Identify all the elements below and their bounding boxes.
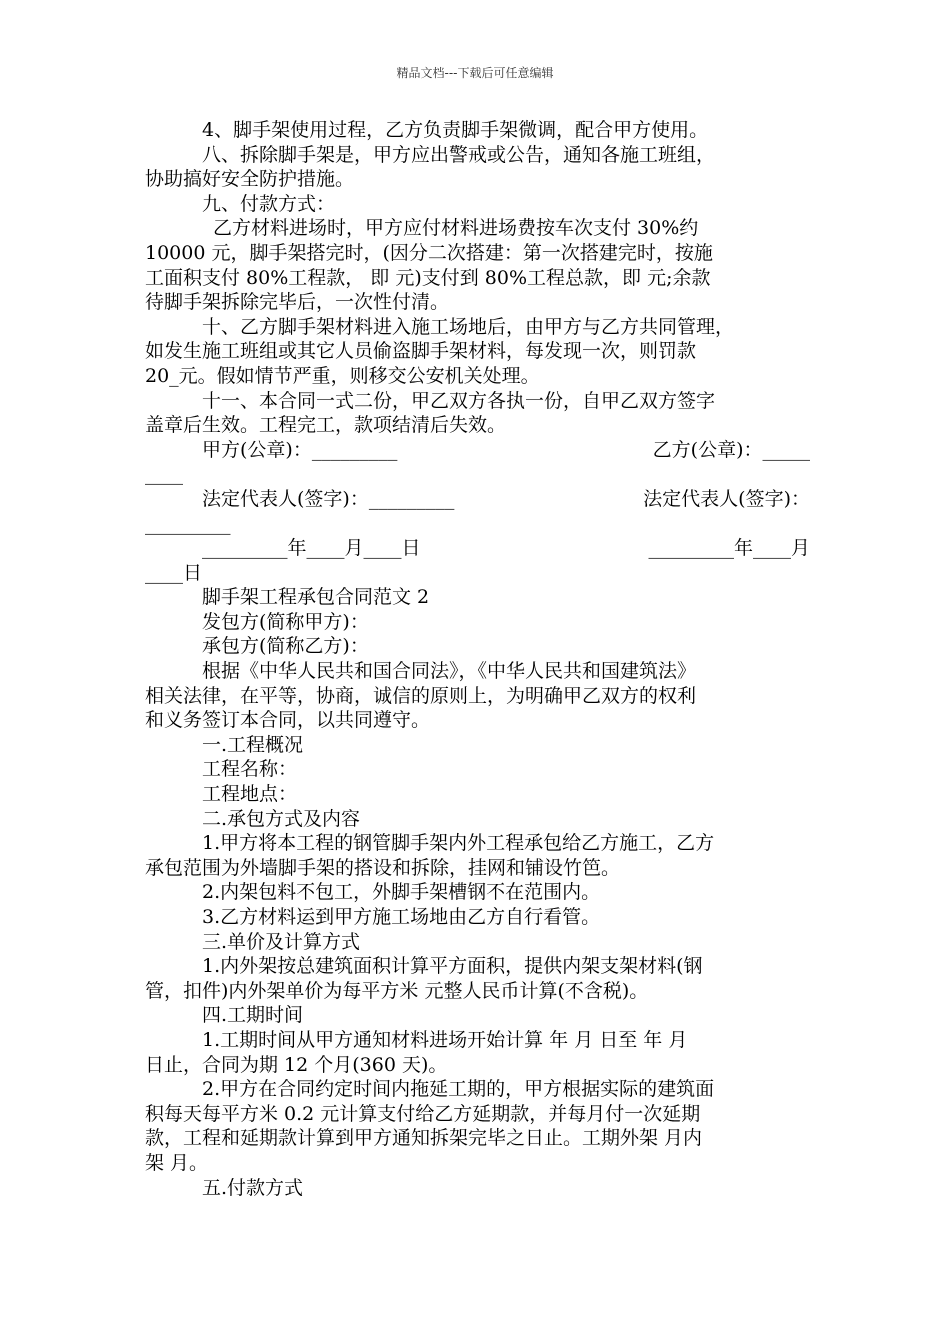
text-line: 承包方(简称乙方)：: [202, 635, 369, 658]
text-line: 脚手架工程承包合同范文 2: [202, 586, 430, 609]
text-line: ____日: [145, 561, 203, 584]
text-line: 2.内架包料不包工，外脚手架槽钢不在范围内。: [202, 881, 601, 904]
text-line: 十、乙方脚手架材料进入施工场地后，由甲方与乙方共同管理，: [202, 315, 735, 338]
text-line: 八、拆除脚手架是，甲方应出警戒或公告，通知各施工班组，: [202, 143, 716, 166]
text-line: 和义务签订本合同，以共同遵守。: [145, 709, 431, 732]
page-header: 精品文档---下载后可任意编辑: [396, 66, 554, 80]
text-line: [145, 487, 810, 512]
signature-left: 甲方(公章)：_________: [202, 438, 398, 461]
document-body: [145, 118, 810, 1200]
signature-right: _________年____月: [648, 537, 810, 560]
text-line: 架 月。: [145, 1151, 209, 1174]
text-line: 1.工期时间从甲方通知材料进场开始计算 年 月 日至 年 月: [202, 1028, 688, 1051]
text-line: 3.乙方材料运到甲方施工场地由乙方自行看管。: [202, 906, 601, 928]
text-line: 三.单价及计算方式: [202, 930, 361, 953]
text-line: 相关法律，在平等，协商，诚信的原则上，为明确甲乙双方的权利: [145, 684, 697, 707]
signature-right: 乙方(公章)：_____: [652, 438, 810, 461]
text-line: 积每天每平方米 0.2 元计算支付给乙方延期款，并每月付一次延期: [145, 1102, 701, 1125]
text-line: _________: [145, 512, 231, 535]
text-line: 工程地点：: [202, 783, 298, 806]
text-line: 1.内外架按总建筑面积计算平方面积，提供内架支架材料(钢: [202, 955, 703, 978]
text-line: 日止，合同为期 12 个月(360 天)。: [145, 1053, 448, 1076]
text-line: 九、付款方式：: [202, 192, 336, 215]
text-line: 发包方(简称甲方)：: [202, 610, 369, 633]
text-line: 根据《中华人民共和国合同法》，《中华人民共和国建筑法》: [202, 660, 697, 683]
text-line: 款，工程和延期款计算到甲方通知拆架完毕之日止。工期外架 月内: [145, 1127, 703, 1150]
text-line: 1.甲方将本工程的钢管脚手架内外工程承包给乙方施工，乙方: [202, 832, 715, 855]
text-line: 管，扣件)内外架单价为每平方米 元整人民币计算(不含税)。: [145, 979, 649, 1002]
text-line: 盖章后生效。工程完工，款项结清后失效。: [145, 414, 507, 437]
signature-left: _________年____月____日: [202, 537, 421, 560]
text-line: 协助搞好安全防护措施。: [145, 168, 355, 191]
text-line: [145, 438, 810, 463]
text-line: 一.工程概况: [202, 733, 304, 756]
text-line: 五.付款方式: [202, 1176, 304, 1199]
text-line: 20_元。假如情节严重，则移交公安机关处理。: [145, 364, 540, 387]
text-line: 十一、本合同一式二份，甲乙双方各执一份，自甲乙双方签字: [202, 389, 716, 412]
text-line: ____: [145, 463, 183, 486]
text-line: 乙方材料进场时，甲方应付材料进场费按车次支付 30%约: [213, 217, 699, 240]
text-line: 2.甲方在合同约定时间内拖延工期的，甲方根据实际的建筑面: [202, 1078, 715, 1101]
text-line: 工程名称：: [202, 758, 298, 781]
text-line: 4、脚手架使用过程，乙方负责脚手架微调，配合甲方使用。: [202, 119, 709, 141]
signature-left: 法定代表人(签字)：_________: [202, 487, 455, 510]
text-line: 待脚手架拆除完毕后，一次性付清。: [145, 291, 450, 314]
text-line: 10000 元，脚手架搭完时，(因分二次搭建：第一次搭建完时，按施: [145, 241, 713, 264]
text-line: [145, 536, 810, 561]
text-line: 二.承包方式及内容: [202, 807, 361, 830]
text-line: 四.工期时间: [202, 1004, 304, 1027]
text-line: 工面积支付 80%工程款， 即 元)支付到 80%工程总款，即 元;余款: [145, 266, 711, 289]
signature-right: 法定代表人(签字)：: [643, 487, 810, 510]
text-line: 承包范围为外墙脚手架的搭设和拆除，挂网和铺设竹笆。: [145, 856, 621, 879]
text-line: 如发生施工班组或其它人员偷盗脚手架材料，每发现一次，则罚款: [145, 340, 697, 363]
